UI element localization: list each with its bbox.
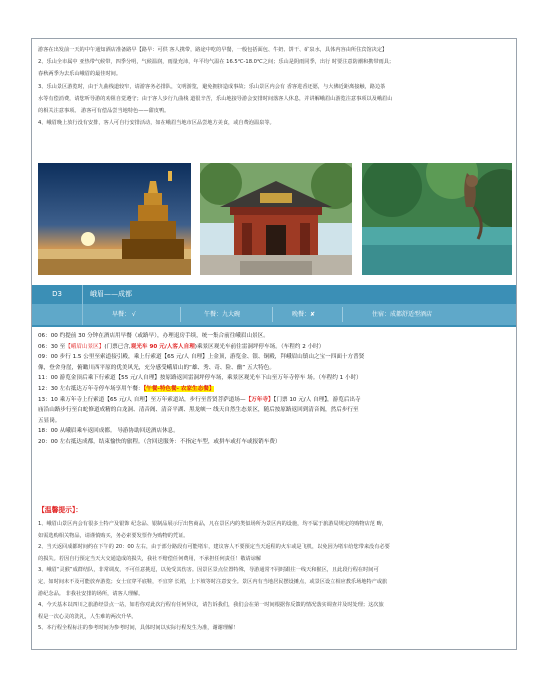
dinner-info: 晚餐：✘ <box>292 311 316 318</box>
day-header <box>32 285 516 327</box>
tip-line: 1、峨眉山景区内会有很多土特产及银饰 纪念品、银制品展示厅出售商品，凡在景区内的类似场所为景区内的设施，均不属于旅游局规定的购物店范 畴， <box>38 521 387 527</box>
note-line: 4、峨眉晚上放行没有安排，客人可自行安排活动，如在峨眉当地市区品尝地方美食，或自费泡温泉等。 <box>38 120 275 127</box>
tip-line: 4、今天基本以四川之旅游经景点一站，如若你对此次行程有任何异议，请告诉我们，我们会在第一时间根据你反馈的情况落实调查并及时处理；这次旅 <box>38 602 384 609</box>
top-notes <box>32 39 516 129</box>
tip-line: 定，如时间未不及可能放弃游览；女士宜穿平底鞋，不宜穿 长裙，上下坡等时注意安全。景区内有当地居民摆设摊点，或景区设立相应教乐场地特产或旅 <box>38 578 388 585</box>
temple-gate-image <box>200 163 352 275</box>
hotel-info: 住宿：成都舒适型酒店 <box>372 311 433 318</box>
photo-strip <box>38 163 510 275</box>
schedule-line: 06：00 约提前 30 分钟在酒店用早餐（或路早），办理退房手续，统一集合前往峨眉山景区。 <box>38 333 269 339</box>
note-line: 春秋两季为去乐山峨眉的最佳时间。 <box>38 71 122 78</box>
tips-title: 【温馨提示】： <box>38 506 83 514</box>
schedule-line: 09：00 步行 1.5 公里至索道接引殿，乘上行索道【65 元/人 自理】上金顶，游览金、银、铜殿，拜峨眉山镇山之宝一四面十方普贤 <box>38 354 365 361</box>
schedule-text: )乘景区观光车前往雷洞坪停车场。（车程约 2 小时） <box>194 343 325 350</box>
tip-line: 3、峨眉“灵猴”成群结队，非常调皮，不可任意挑逗，以免受其伤害。因景区景点位置特殊，导游通常不同时跟往一线天和猴区，且此段行程在时间可 <box>38 567 379 574</box>
schedule-text: 【门票 10 元/人 自理】，游览后出寺 <box>273 396 361 403</box>
tip-line: 如需选购相关物品，请谨慎购买，务必索要发票作为购物的凭证。 <box>38 532 189 539</box>
tip-line: 的损失。若因自行预定当天大交通造成的损失，我社不赔偿任何费用，不承担任何责任！敬请谅解 <box>38 555 262 562</box>
note-line: 3、乐山景区游览时，由于九曲栈道较窄，请游客务必排队，文明游览，避免拥挤造成事故；乐山景区内会有 香客进香还愿，与大佛近距离接触，路边茶 <box>38 83 386 90</box>
fee-highlight: 观光车 90 元/人客人自理 <box>130 343 195 350</box>
tip-line: 2、当天返回成都时间约在下午的 20：00 左右，由于部分路段有可能堵车，建议客人不要预定当天返程的火车或是飞机，以免因为堵车给您带来没有必要 <box>38 544 390 551</box>
note-line: 2、乐山全市属中 亚热带气候带，四季分明，气候温润，雨量充沛，年平均气温在 16.5℃-18.0℃之间；乐山是阴雨同季，出行 时要注意防潮和携带雨具； <box>38 59 395 66</box>
schedule-line <box>38 342 510 353</box>
schedule-line: 20：00 左右抵达成都，结束愉快的旅程。（含回送服务：不指定车型，或拼车或打车或报销车费） <box>38 438 281 445</box>
divider <box>180 307 181 322</box>
schedule-text: (门票已含, <box>104 343 131 350</box>
schedule-line: 五显岗。 <box>38 417 61 424</box>
valley-monkey-image <box>362 163 512 275</box>
meal-label-cell <box>32 304 83 325</box>
lunch-highlight: 【午餐-特色餐- 农家生态餐】 <box>143 385 215 392</box>
note-line: 游客在出发前一天的中午通知酒店准备路早【路早：可供 客人携带，路途中吃的早餐，一般包括面包、牛奶、饼干、矿泉水，具体内容由所住宾馆决定】 <box>38 47 388 53</box>
day-number: D3 <box>32 285 83 304</box>
schedule-line: 18：00 从峨眉乘车返回成都。 导游协助回送酒店休息。 <box>38 428 179 435</box>
tip-line: 游纪念品。 非我社安排的场所，请客人理解。 <box>38 590 144 597</box>
day-meals-row <box>32 304 516 325</box>
schedule-line: 11：00 游览金顶后乘下行索道【55 元/人自理】按原路返回雷洞坪停车场，乘景区观光车下山至万年寺停车 场。（车程约 1 小时） <box>38 375 362 382</box>
schedule-line: 庙沿山路步行至白蛇修道成精的白龙洞、清音阁、清音平湖、黑龙峡一 线天自然生态景区，随后按原路返回到清音阁，然后步行至 <box>38 407 359 414</box>
attraction-name: 【万年寺】 <box>245 396 274 403</box>
schedule-line <box>38 384 510 395</box>
lunch-info: 午餐：九大碗 <box>204 311 241 318</box>
itinerary-schedule <box>38 331 510 448</box>
divider <box>272 307 273 322</box>
tip-line: 程是一次心灵的洗礼，人生难的两次升华。 <box>38 613 137 620</box>
golden-summit-image <box>38 163 191 275</box>
schedule-line: 像，登舍身崖，俯瞰川西平原的优美风光，充分感受峨眉山的“雄、秀、奇、险、幽” 五大特色。 <box>38 364 275 371</box>
tip-line: 5、本行程全程标注的参考时间为参考时间，具体时间以实际行程发生为准，谢谢理解！ <box>38 625 239 632</box>
schedule-text: 12：30 左右抵达万年寺停车场享用午餐： <box>38 385 144 392</box>
schedule-text: 13：10 乘万年寺上行索道【65 元/人 自理】至万年索道站，步行至普贤菩萨道场— <box>38 396 246 403</box>
note-line: 的相关注意事项。 游客可有偿品尝当地特色——甜皮鸭。 <box>38 108 170 115</box>
attraction-name: 【峨眉山景区】 <box>65 343 105 350</box>
photo-valley-monkey <box>362 163 512 275</box>
day-route: 峨眉——成都 <box>90 290 132 298</box>
photo-golden-summit <box>38 163 191 275</box>
itinerary-page <box>31 38 517 650</box>
photo-temple-gate <box>200 163 352 275</box>
tips-list <box>38 519 510 635</box>
day-title-row <box>32 285 516 304</box>
breakfast-info: 早餐： √ <box>112 311 136 318</box>
note-line: 水等有偿消费，请您听导游的劝阻自觉遵守；由于客人步行九曲栈 道很辛苦，乐山地接导游会安排时间落客人休息，并讲解峨眉山游览注意事项以及峨眉山 <box>38 95 393 102</box>
divider <box>342 307 343 322</box>
schedule-text: 06：30 至 <box>38 343 66 350</box>
schedule-line <box>38 395 510 406</box>
